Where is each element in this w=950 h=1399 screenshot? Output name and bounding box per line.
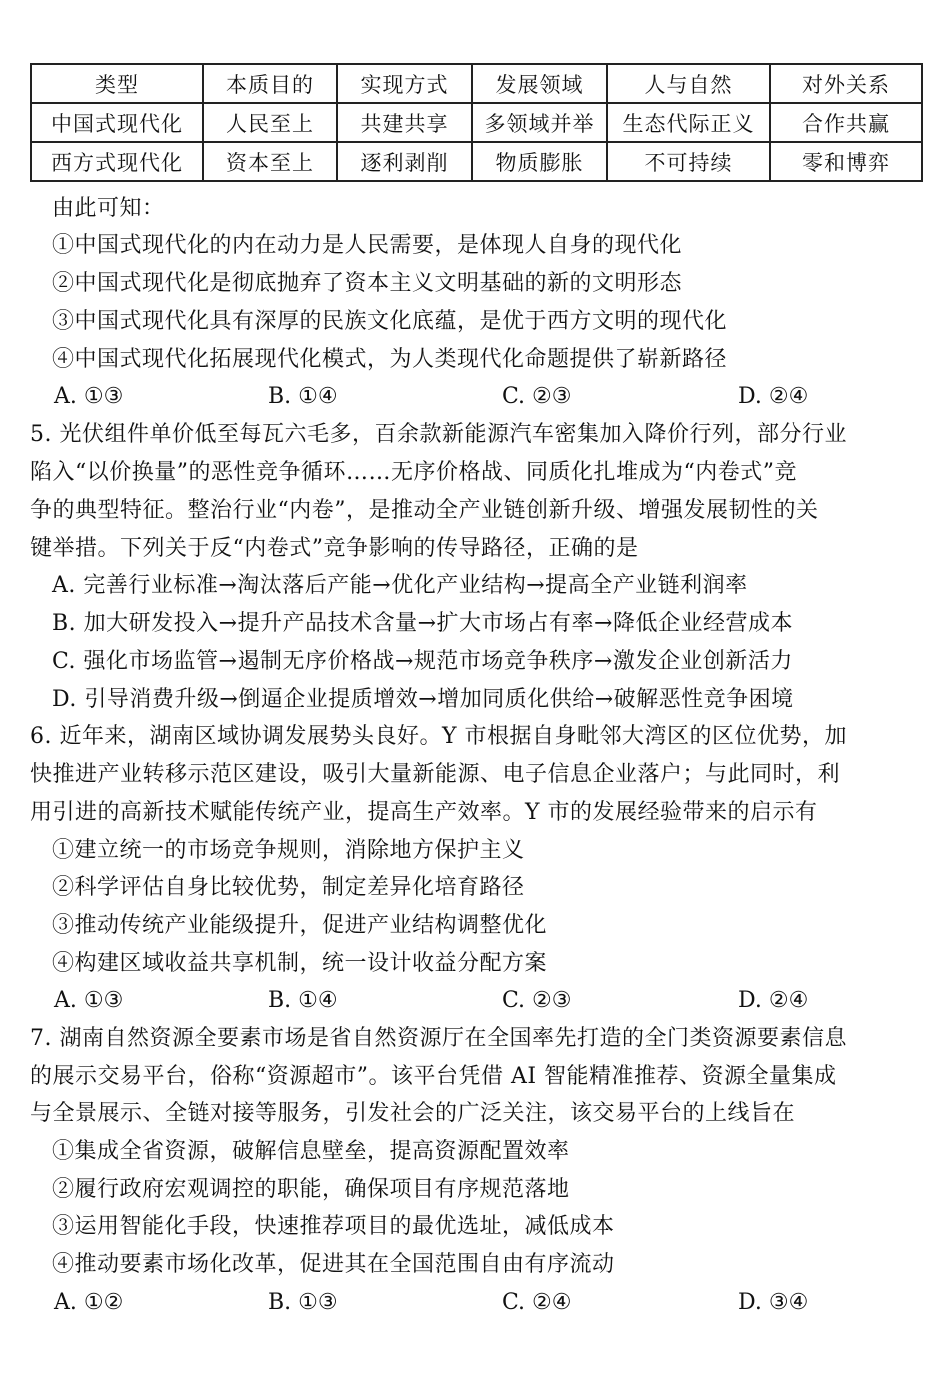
table-cell: 资本至上 [203, 142, 337, 181]
table-row [31, 103, 922, 142]
q5-stem-line-2: 陷入“以价换量”的恶性竞争循环……无序价格战、同质化扎堆成为“内卷式”竞 [30, 460, 797, 485]
q5-option-c[interactable]: C. 强化市场监管→遏制无序价格战→规范市场竞争秩序→激发企业创新活力 [52, 649, 793, 674]
comparison-table [30, 63, 923, 182]
table-cell: 生态代际正义 [607, 103, 770, 142]
q7-statement-1: ①集成全省资源，破解信息壁垒，提高资源配置效率 [52, 1139, 570, 1164]
q6-stem-line-2: 快推进产业转移示范区建设，吸引大量新能源、电子信息企业落户；与此同时，利 [30, 762, 841, 787]
q4-lead: 由此可知： [52, 196, 165, 221]
q4-option-d[interactable]: D. ②④ [738, 384, 809, 409]
q4-statement-2: ②中国式现代化是彻底抛弃了资本主义文明基础的新的文明形态 [52, 271, 683, 296]
q6-option-d[interactable]: D. ②④ [738, 988, 809, 1013]
q5-stem-line-1: 5. 光伏组件单价低至每瓦六毛多，百余款新能源汽车密集加入降价行列，部分行业 [30, 422, 847, 447]
table-cell: 物质膨胀 [472, 142, 607, 181]
q7-stem-line-1: 7. 湖南自然资源全要素市场是省自然资源厅在全国率先打造的全门类资源要素信息 [30, 1026, 847, 1051]
table-cell: 合作共赢 [770, 103, 922, 142]
q6-option-c[interactable]: C. ②③ [502, 988, 572, 1013]
table-row [31, 142, 922, 181]
table-cell: 多领域并举 [472, 103, 607, 142]
table-cell: 零和博弈 [770, 142, 922, 181]
q7-option-c[interactable]: C. ②④ [502, 1290, 572, 1315]
table-cell: 类型 [31, 64, 203, 103]
table-cell: 西方式现代化 [31, 142, 203, 181]
q5-option-a[interactable]: A. 完善行业标准→淘汰落后产能→优化产业结构→提高全产业链利润率 [52, 573, 748, 598]
q4-option-c[interactable]: C. ②③ [502, 384, 572, 409]
table-cell: 逐利剥削 [337, 142, 472, 181]
q5-stem-line-4: 键举措。下列关于反“内卷式”竞争影响的传导路径，正确的是 [30, 536, 639, 561]
q6-statement-2: ②科学评估自身比较优势，制定差异化培育路径 [52, 875, 525, 900]
q5-option-d[interactable]: D. 引导消费升级→倒逼企业提质增效→增加同质化供给→破解恶性竞争困境 [52, 687, 794, 712]
q7-option-b[interactable]: B. ①③ [268, 1290, 338, 1315]
table-cell: 对外关系 [770, 64, 922, 103]
table-cell: 人民至上 [203, 103, 337, 142]
q7-statement-4: ④推动要素市场化改革，促进其在全国范围自由有序流动 [52, 1252, 615, 1277]
q7-option-d[interactable]: D. ③④ [738, 1290, 809, 1315]
table-cell: 人与自然 [607, 64, 770, 103]
table-cell: 实现方式 [337, 64, 472, 103]
q5-stem-line-3: 争的典型特征。整治行业“内卷”，是推动全产业链创新升级、增强发展韧性的关 [30, 498, 819, 523]
q6-stem-line-1: 6. 近年来，湖南区域协调发展势头良好。Y 市根据自身毗邻大湾区的区位优势，加 [30, 724, 848, 749]
q6-statement-3: ③推动传统产业能级提升，促进产业结构调整优化 [52, 913, 548, 938]
q6-stem-line-3: 用引进的高新技术赋能传统产业，提高生产效率。Y 市的发展经验带来的启示有 [30, 800, 818, 825]
q5-option-b[interactable]: B. 加大研发投入→提升产品技术含量→扩大市场占有率→降低企业经营成本 [52, 611, 793, 636]
q7-option-a[interactable]: A. ①② [54, 1290, 124, 1315]
q4-option-b[interactable]: B. ①④ [268, 384, 338, 409]
q6-option-b[interactable]: B. ①④ [268, 988, 338, 1013]
q7-stem-line-2: 的展示交易平台，俗称“资源超市”。该平台凭借 AI 智能精准推荐、资源全量集成 [30, 1064, 837, 1089]
q6-statement-1: ①建立统一的市场竞争规则，消除地方保护主义 [52, 838, 525, 863]
q7-stem-line-3: 与全景展示、全链对接等服务，引发社会的广泛关注，该交易平台的上线旨在 [30, 1101, 796, 1126]
q4-statement-4: ④中国式现代化拓展现代化模式，为人类现代化命题提供了崭新路径 [52, 347, 728, 372]
table-cell: 共建共享 [337, 103, 472, 142]
q4-option-a[interactable]: A. ①③ [54, 384, 124, 409]
table-header-row [31, 64, 922, 103]
q4-statement-3: ③中国式现代化具有深厚的民族文化底蕴，是优于西方文明的现代化 [52, 309, 728, 334]
q7-statement-3: ③运用智能化手段，快速推荐项目的最优选址，减低成本 [52, 1214, 615, 1239]
table-cell: 不可持续 [607, 142, 770, 181]
table-cell: 中国式现代化 [31, 103, 203, 142]
table-cell: 本质目的 [203, 64, 337, 103]
table-cell: 发展领域 [472, 64, 607, 103]
q7-statement-2: ②履行政府宏观调控的职能，确保项目有序规范落地 [52, 1177, 570, 1202]
q6-option-a[interactable]: A. ①③ [54, 988, 124, 1013]
q6-statement-4: ④构建区域收益共享机制，统一设计收益分配方案 [52, 951, 548, 976]
q4-statement-1: ①中国式现代化的内在动力是人民需要，是体现人自身的现代化 [52, 233, 683, 258]
